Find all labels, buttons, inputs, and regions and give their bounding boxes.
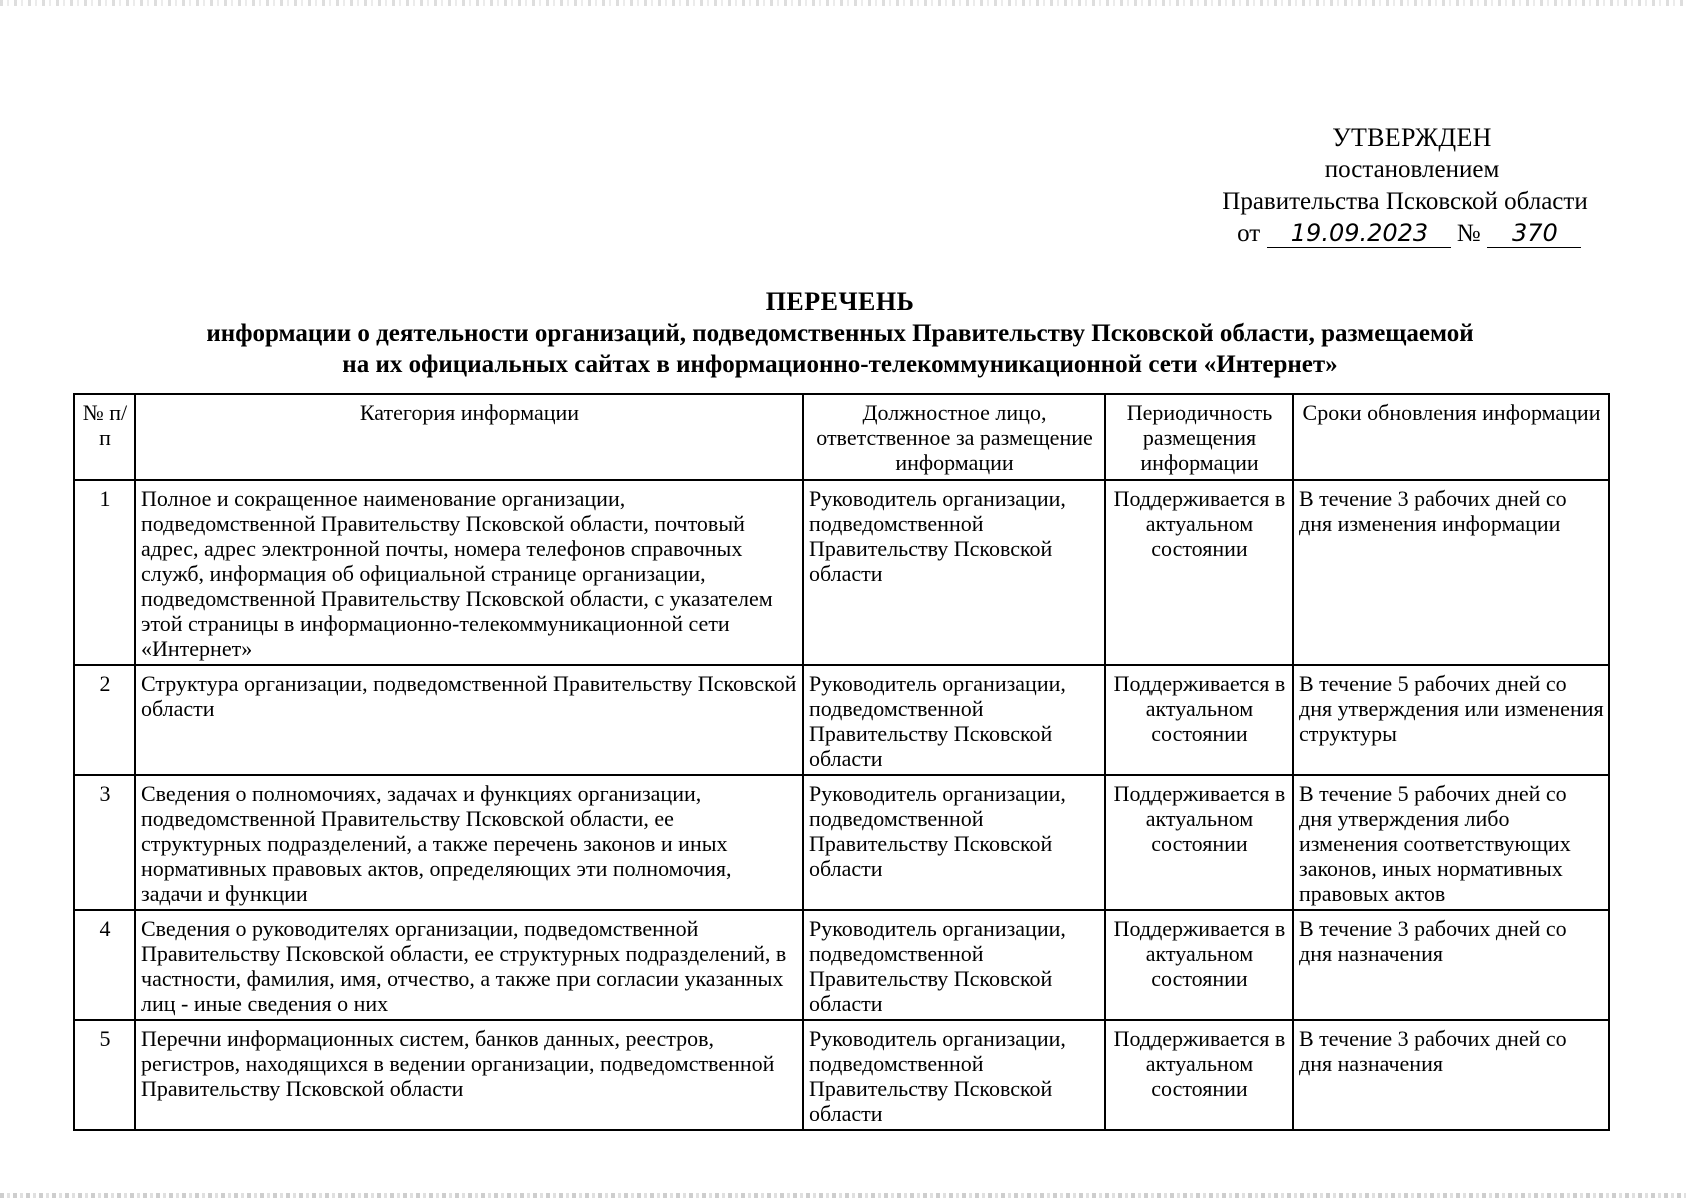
row-update-terms: В течение 3 рабочих дней со дня изменения информации [1293,480,1609,665]
row-responsible: Руководитель организации, подведомственной Правительству Псковской области [803,775,1105,910]
row-category: Структура организации, подведомственной Правительству Псковской области [135,665,803,775]
row-num: 5 [74,1020,135,1130]
table-row [74,480,1609,665]
title-subtitle-line-2: на их официальных сайтах в информационно-телекоммуникационной сети «Интернет» [342,351,1338,378]
approval-line-3: Правительства Псковской области [1222,188,1588,215]
approval-date: 19.09.2023 [1267,219,1451,248]
row-periodicity: Поддерживается в актуальном состоянии [1105,910,1293,1020]
approval-number: 370 [1487,219,1581,248]
approval-line-2: постановлением [1324,156,1500,183]
header-update-terms: Сроки обновления информации [1293,394,1609,480]
approval-block [1150,122,1590,250]
title-main: ПЕРЕЧЕНЬ [765,287,915,316]
row-periodicity: Поддерживается в актуальном состоянии [1105,480,1293,665]
header-category: Категория информации [135,394,803,480]
approval-status: УТВЕРЖДЕН [1332,123,1492,152]
header-num: № п/п [74,394,135,480]
row-category: Перечни информационных систем, банков данных, реестров, регистров, находящихся в ведении организации, подведомственной Правительству Псковской области [135,1020,803,1130]
table-row [74,665,1609,775]
approval-date-prefix: от [1237,220,1261,247]
row-num: 3 [74,775,135,910]
table-row [74,1020,1609,1130]
title-subtitle-line-1: информации о деятельности организаций, подведомственных Правительству Псковской области, размещаемой [206,320,1474,347]
header-responsible: Должностное лицо, ответственное за размещение информации [803,394,1105,480]
table-header-row [74,394,1609,480]
document-title [80,286,1600,380]
row-category: Сведения о руководителях организации, подведомственной Правительству Псковской области, ее структурных подразделений, в частности, фамилия, имя, отчество, а также при согласии указанных лиц - иные сведения о них [135,910,803,1020]
table-row [74,910,1609,1020]
row-num: 2 [74,665,135,775]
row-update-terms: В течение 5 рабочих дней со дня утверждения или изменения структуры [1293,665,1609,775]
header-periodicity: Периодичность размещения информации [1105,394,1293,480]
row-update-terms: В течение 5 рабочих дней со дня утверждения либо изменения соответствующих законов, иных нормативных правовых актов [1293,775,1609,910]
scan-edge-top [0,0,1686,6]
information-table [73,393,1610,1131]
row-category: Полное и сокращенное наименование организации, подведомственной Правительству Псковской области, почтовый адрес, адрес электронной почты, номера телефонов справочных служб, информация об официальной странице организации, подведомственной Правительству Псковской области, с указателем этой страницы в информационно-телекоммуникационной сети «Интернет» [135,480,803,665]
row-num: 4 [74,910,135,1020]
row-update-terms: В течение 3 рабочих дней со дня назначения [1293,1020,1609,1130]
approval-number-sign: № [1456,220,1481,247]
row-update-terms: В течение 3 рабочих дней со дня назначения [1293,910,1609,1020]
row-num: 1 [74,480,135,665]
row-responsible: Руководитель организации, подведомственной Правительству Псковской области [803,1020,1105,1130]
row-responsible: Руководитель организации, подведомственной Правительству Псковской области [803,480,1105,665]
row-periodicity: Поддерживается в актуальном состоянии [1105,665,1293,775]
row-periodicity: Поддерживается в актуальном состоянии [1105,1020,1293,1130]
approval-date-line [1237,218,1581,250]
row-responsible: Руководитель организации, подведомственной Правительству Псковской области [803,665,1105,775]
scan-edge-bottom [0,1193,1686,1198]
row-category: Сведения о полномочиях, задачах и функциях организации, подведомственной Правительству Псковской области, ее структурных подразделений, а также перечень законов и иных нормативных правовых актов, определяющих эти полномочия, задачи и функции [135,775,803,910]
row-responsible: Руководитель организации, подведомственной Правительству Псковской области [803,910,1105,1020]
table-row [74,775,1609,910]
row-periodicity: Поддерживается в актуальном состоянии [1105,775,1293,910]
